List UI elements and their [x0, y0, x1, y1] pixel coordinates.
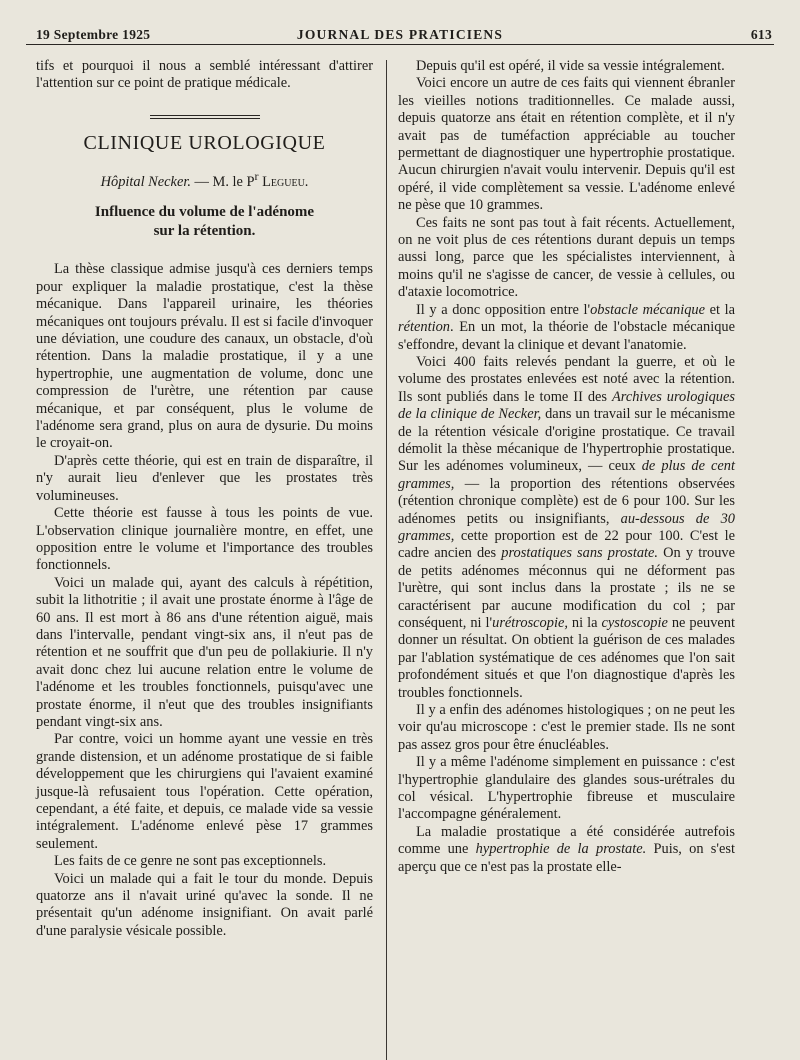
- article-title: [36, 203, 373, 241]
- body-paragraph: Les faits de ce genre ne sont pas exceptionnels.: [54, 853, 327, 870]
- text-run: — la proportion des rétentions observées (rétention chronique complète) est de 6 pour 100. Sur les adénomes petits ou insignifiants,: [398, 475, 735, 527]
- emphasis-text: obstacle mécanique: [590, 301, 706, 318]
- body-paragraph: Voici encore un autre de ces faits qui viennent ébranler les vieilles notions traditionnelles. Ce malade aussi, depuis quatorze ans était en rétention complète, et il n'y avait pas de tuméfaction appréciable au toucher permettant de diagnostiquer une hypertrophie prostatique. Aucun chirurgien n'avait voulu intervenir. Depuis qu'il est opéré, il vide complètement sa vessie. L'adénome enlevé ne pèse que 10 grammes.: [398, 75, 735, 214]
- professor-prefix: — M. le P: [190, 174, 255, 191]
- article-title-line: sur la rétention.: [153, 223, 256, 240]
- text-run: Puis, on s'est aperçu que ce n'est pas la prostate elle-: [398, 841, 735, 875]
- body-paragraph: Ces faits ne sont pas tout à fait récents. Actuellement, on ne voit plus de ces rétentions durant depuis un temps aussi long, parce que les spécialistes interviennent, à moins qu'il ne s'agisse de cancer, de vessie à cellules, ou d'ataxie locomotrice.: [398, 214, 735, 301]
- text-run: dans un travail sur le mécanisme de la rétention vésicale d'origine prostatique. Ce travail démolit la thèse mécanique de l'hypertrophie prostatique. Sur les adénomes volumineux, — ceux: [398, 406, 735, 475]
- body-paragraph: Il y a même l'adénome simplement en puissance : c'est l'hypertrophie glandulaire des glandes sous-urétrales du col vésical. L'hypertrophie fibreuse et musculaire l'accompagne généralement.: [398, 754, 735, 823]
- body-paragraph: [398, 354, 735, 702]
- issue-date: 19 Septembre 1925: [36, 27, 151, 42]
- body-paragraph: [398, 824, 735, 876]
- journal-title: JOURNAL DES PRATICIENS: [296, 27, 504, 42]
- text-run: . En un mot, la théorie de l'obstacle mécanique s'effondre, devant la clinique et devant l'anatomie.: [398, 319, 735, 353]
- section-title: CLINIQUE UROLOGIQUE: [83, 131, 326, 154]
- body-paragraph: D'après cette théorie, qui est en train de disparaître, il n'y aurait lieu d'enlever que les prostates très volumineuses.: [36, 452, 373, 504]
- body-paragraph: Cette théorie est fausse à tous les points de vue. L'observation clinique journalière montre, en effet, une opposition entre le volume et l'importance des troubles fonctionnels.: [36, 505, 373, 574]
- hospital-name: Hôpital Necker.: [100, 174, 191, 191]
- professor-abbrev-sup: r: [254, 169, 259, 184]
- text-run: Voici 400 faits relevés pendant la guerre, et où le volume des prostates enlevées est noté avec la rétention. Ils sont publiés dans le tome II des: [398, 353, 735, 405]
- emphasis-text: au-dessous de 30 grammes,: [398, 510, 735, 544]
- text-run: ni la: [567, 615, 602, 631]
- emphasis-text: rétention: [398, 319, 450, 336]
- body-paragraph: Par contre, voici un homme ayant une vessie en très grande distension, et un adénome prostatique de si faible développement que les chirurgiens qui l'avaient examiné jusque-là refusaient tous l'opération. Cette opération, cependant, a été faite, et depuis, ce malade vide sa vessie intégralement. L'adénome enlevé pèse 17 grammes seulement.: [36, 731, 373, 852]
- page-number: 613: [750, 27, 772, 42]
- emphasis-text: Archives urologiques de la clinique de Necker,: [398, 388, 735, 423]
- header-rule: [26, 44, 774, 45]
- running-head: [26, 24, 774, 44]
- text-run: ne peuvent donner un résultat. On obtient la guérison de ces malades par l'ablation systématique de ces adénomes que l'on sait profondément situés et que l'on diagnostique d'après les troubles fonctionnels.: [398, 615, 735, 701]
- text-run: et la: [705, 301, 735, 318]
- text-run: Il y a donc opposition entre l': [416, 301, 591, 318]
- emphasis-text: de plus de cent grammes,: [398, 458, 735, 492]
- body-paragraph: Il y a enfin des adénomes histologiques ; on ne peut les voir qu'au microscope : c'est le premier stade. Ils ne sont pas assez gros pour être énucléables.: [398, 702, 735, 753]
- left-column: [36, 58, 373, 940]
- carryover-paragraph: tifs et pourquoi il nous a semblé intéressant d'attirer l'attention sur ce point de pratique médicale.: [36, 58, 373, 92]
- body-paragraph: La thèse classique admise jusqu'à ces derniers temps pour expliquer la maladie prostatique, c'est la thèse mécanique. Dans l'appareil urinaire, les théories mécaniques ont toujours prévalu. Il est si facile d'invoquer une déviation, une coudure des canaux, un obstacle, d'où rétention. Dans la maladie prostatique, il y a une hypertrophie, une augmentation de volume, donc une compression de l'urètre, une rétention par cause mécanique, et par conséquent, plus le volume de l'adénome sera grand, plus on aura de dysurie. Du moins le croyait-on.: [36, 261, 373, 452]
- text-run: cette proportion est de 22 pour 100. C'est le cadre ancien des: [398, 527, 735, 562]
- body-paragraph: Depuis qu'il est opéré, il vide sa vessie intégralement.: [416, 58, 725, 74]
- professor-name: Legueu.: [258, 174, 309, 191]
- emphasis-text: cystoscopie: [601, 615, 668, 631]
- emphasis-text: hypertrophie de la prostate.: [475, 841, 647, 858]
- body-paragraph: Voici un malade qui, ayant des calculs à répétition, subit la lithotritie ; il avait une prostate énorme à l'âge de 60 ans. Il est mort à 86 ans d'une rétention aiguë, mais dans l'intervalle, pendant vingt-six ans, il n'eut pas de rétention et ne souffrit que d'un peu de pollakiurie. Il n'y avait donc chez lui aucune relation entre le volume de l'adénome et les troubles fonctionnels, puisqu'avec une prostate énorme, il n'eut que des troubles insignifiants pendant vingt-six ans.: [36, 574, 373, 730]
- text-run: On y trouve de petits adénomes méconnus qui ne déforment pas l'urètre, qui sont inclus dans la prostate ; ils ne se caractérisent par aucune modification du col ; par conséquent, ni l': [398, 545, 735, 631]
- body-paragraph: [398, 302, 735, 354]
- text-run: La maladie prostatique a été considérée autrefois comme une: [398, 823, 735, 858]
- article-title-line: Influence du volume de l'adénome: [94, 204, 315, 221]
- section-separator: [150, 115, 260, 119]
- column-divider: [386, 60, 387, 1060]
- right-column: [398, 58, 735, 876]
- emphasis-text: urétroscopie,: [492, 615, 568, 631]
- lecture-location: [36, 168, 373, 191]
- body-paragraph: Voici un malade qui a fait le tour du monde. Depuis quatorze ans il n'avait uriné qu'avec la sonde. Il ne présentait qu'un adénome insignifiant. On avait parlé d'une paralysie vésicale possible.: [36, 870, 373, 939]
- emphasis-text: prostatiques sans prostate.: [501, 545, 659, 562]
